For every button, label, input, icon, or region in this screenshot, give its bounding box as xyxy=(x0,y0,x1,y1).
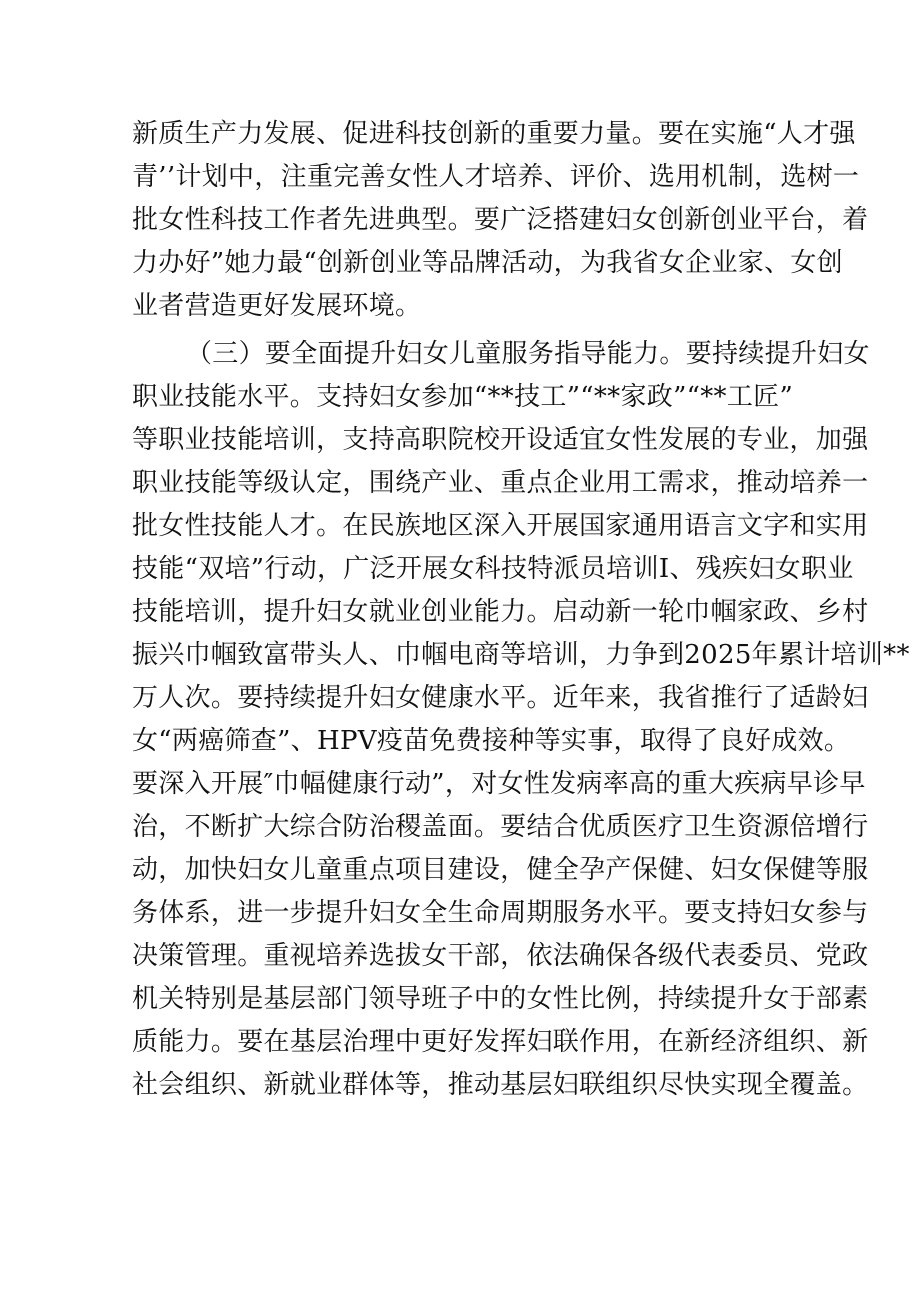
section-heading-line: （三）要全面提升妇女儿童服务指导能力。要持续提升妇女 xyxy=(186,339,870,369)
text-line: 振兴巾帼致富带头人、巾帼电商等培训，力争到2025年累计培训** xyxy=(132,640,910,670)
text-line: 万人次。要持续提升妇女健康水平。近年来，我省推行了适龄妇 xyxy=(132,683,869,713)
text-line: 务体系，进一步提升妇女全生命周期服务水平。要支持妇女参与 xyxy=(132,898,869,928)
text-line: 技能“双培”行动，广泛开展女科技特派员培训I、残疾妇女职业 xyxy=(132,554,854,584)
text-line: 社会组织、新就业群体等，推动基层妇联组织尽快实现全覆盖。 xyxy=(132,1070,869,1100)
text-line: 职业技能等级认定，围绕产业、重点企业用工需求，推动培养一 xyxy=(132,468,869,498)
text-line: 质能力。要在基层治理中更好发挥妇联作用，在新经济组织、新 xyxy=(132,1027,869,1057)
text-line: 青’’计划中，注重完善女性人才培养、评价、选用机制，选树一 xyxy=(132,162,860,192)
text-line: 等职业技能培训，支持高职院校开设适宜女性发展的专业，加强 xyxy=(132,425,869,455)
text-line: 动，加快妇女儿童重点项目建设，健全孕产保健、妇女保健等服 xyxy=(132,855,869,885)
text-line: 决策管理。重视培养选拔女干部，依法确保各级代表委员、党政 xyxy=(132,941,869,971)
text-line: 治，不断扩大综合防治稷盖面。要结合优质医疗卫生资源倍增行 xyxy=(132,812,869,842)
text-line: 批女性科技工作者先进典型。要广泛搭建妇女创新创业平台，着 xyxy=(132,205,869,235)
text-line: 批女性技能人才。在民族地区深入开展国家通用语言文字和实用 xyxy=(132,511,869,541)
text-line: 女“两癌筛查”、HPV疫苗免费接种等实事，取得了良好成效。 xyxy=(132,726,851,756)
text-line: 机关特别是基层部门领导班子中的女性比例，持续提升女于部素 xyxy=(132,984,869,1014)
text-line: 力办好”她力最“创新创业等品牌活动，为我省女企业家、女创 xyxy=(132,248,843,278)
text-line: 新质生产力发展、促进科技创新的重要力量。要在实施“人才强 xyxy=(132,119,856,149)
text-line: 职业技能水平。支持妇女参加“**技工”“**家政”“**工匠” xyxy=(132,382,794,412)
text-line: 业者营造更好发展环境。 xyxy=(132,291,422,321)
text-line: 要深入开展″巾幅健康行动”，对女性发病率高的重大疾病早诊早 xyxy=(132,769,866,799)
text-line: 技能培训，提升妇女就业创业能力。启动新一轮巾帼家政、乡村 xyxy=(132,597,869,627)
